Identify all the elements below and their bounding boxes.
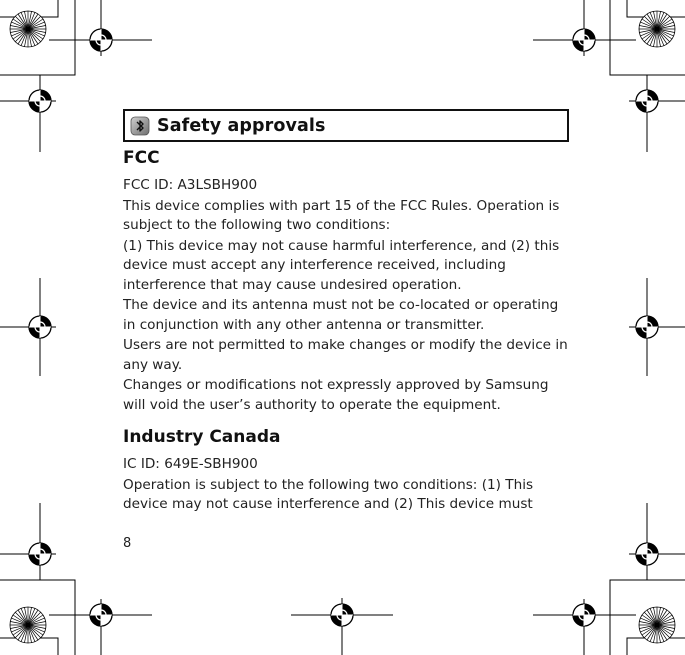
heading-fcc: FCC <box>123 148 160 168</box>
paragraph: This device complies with part 15 of the FCC Rules. Operation is subject to the following two conditions: <box>123 197 560 233</box>
paragraph: Operation is subject to the following two conditions: (1) This device may not cause interference and (2) This device must <box>123 476 534 512</box>
phone-bluetooth-icon <box>130 116 150 136</box>
section-header <box>123 109 569 142</box>
paragraph: (1) This device may not cause harmful interference, and (2) this device must accept any interference received, including interference that may cause undesired operation. <box>123 237 560 293</box>
section-title: Safety approvals <box>157 115 326 136</box>
paragraph: Users are not permitted to make changes or modify the device in any way. <box>123 337 568 373</box>
document-body <box>123 148 568 516</box>
paragraph: The device and its antenna must not be co-located or operating in conjunction with any other antenna or transmitter. <box>123 297 559 333</box>
fcc-id: FCC ID: A3LSBH900 <box>123 177 258 193</box>
heading-industry-canada: Industry Canada <box>123 427 281 447</box>
ic-id: IC ID: 649E-SBH900 <box>123 456 258 472</box>
page-number: 8 <box>123 536 132 551</box>
paragraph: Changes or modifications not expressly approved by Samsung will void the user’s authority to operate the equipment. <box>123 377 549 413</box>
